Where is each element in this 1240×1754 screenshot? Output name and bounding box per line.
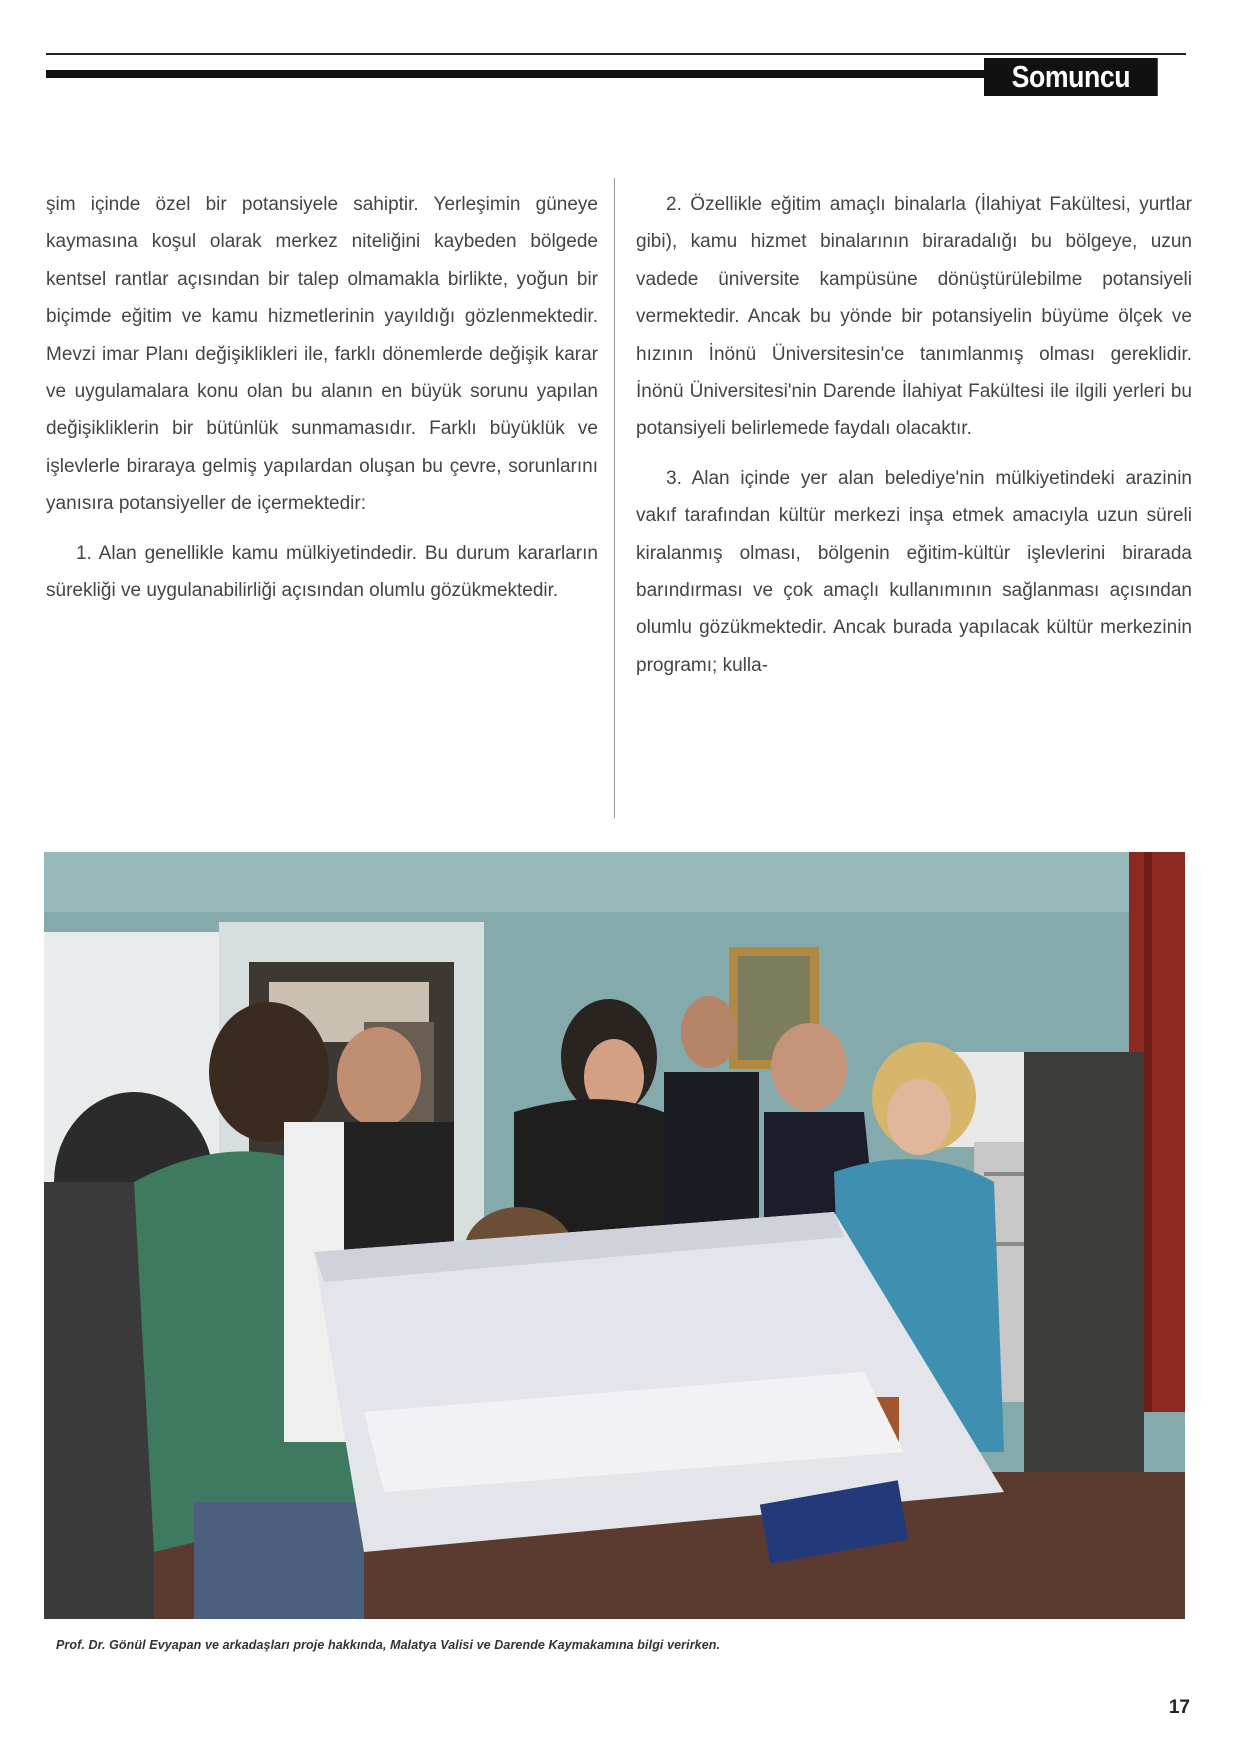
right-paragraph-1: 2. Özellikle eğitim amaçlı binalarla (İlahiyat Fakültesi, yurtlar gibi), kamu hizmet binalarının biraradalığı bu bölgeye, uzun vadede üniversite kampüsüne dönüştürülebilme potansiyeli vermektedir. Ancak bu yönde bir potansiyelin büyüme ölçek ve hızının İnönü Üniversitesin'ce tanımlanmış olması gereklidir. İnönü Üniversitesi'nin Darende İlahiyat Fakültesi ile ilgili yerleri bu potansiyeli belirlemede faydalı olacaktır. [636, 194, 1192, 440]
left-paragraph-1: şim içinde özel bir potansiyele sahiptir. Yerleşimin güneye kaymasına koşul olarak merkez niteliğini kaybeden bölgede kentsel rantlar açısından bir talep olmamakla birlikte, yoğun bir biçimde eğitim ve kamu hizmetlerinin yayıldığı gözlenmektedir. Mevzi imar Planı değişiklikleri ile, farklı dönemlerde değişik karar ve uygulamalara konu olan bu alanın en büyük sorunu yapılan değişikliklerin bir bütünlük sunmamasıdır. Farklı büyüklük ve işlevlerle biraraya gelmiş yapılardan oluşan bu çevre, sorunlarını yanısıra potansiyeller de içermektedir: [46, 194, 598, 515]
magazine-brand: Somuncu Baba [984, 58, 1158, 96]
header-rule-thick [46, 70, 986, 78]
left-text-column [46, 186, 598, 621]
column-divider [614, 178, 615, 818]
photograph-icon [44, 852, 1185, 1619]
header-rule-thin [46, 53, 1186, 55]
right-paragraph-2: 3. Alan içinde yer alan belediye'nin mülkiyetindeki arazinin vakıf tarafından kültür merkezi inşa etmek amacıyla uzun süreli kiralanmış olması, bölgenin eğitim-kültür işlevlerini birarada barındırması ve çok amaçlı kullanımının sağlanması açısından olumlu gözükmektedir. Ancak burada yapılacak kültür merkezinin programı; kulla- [636, 467, 1192, 676]
right-text-column [636, 186, 1192, 696]
photo-caption: Prof. Dr. Gönül Evyapan ve arkadaşları proje hakkında, Malatya Valisi ve Darende Kaymakamına bilgi verirken. [56, 1638, 721, 1652]
left-paragraph-2: 1. Alan genellikle kamu mülkiyetindedir. Bu durum kararların sürekliği ve uygulanabilirliği açısından olumlu gözükmektedir. [46, 542, 598, 602]
page-number: 17 [1168, 1697, 1190, 1718]
